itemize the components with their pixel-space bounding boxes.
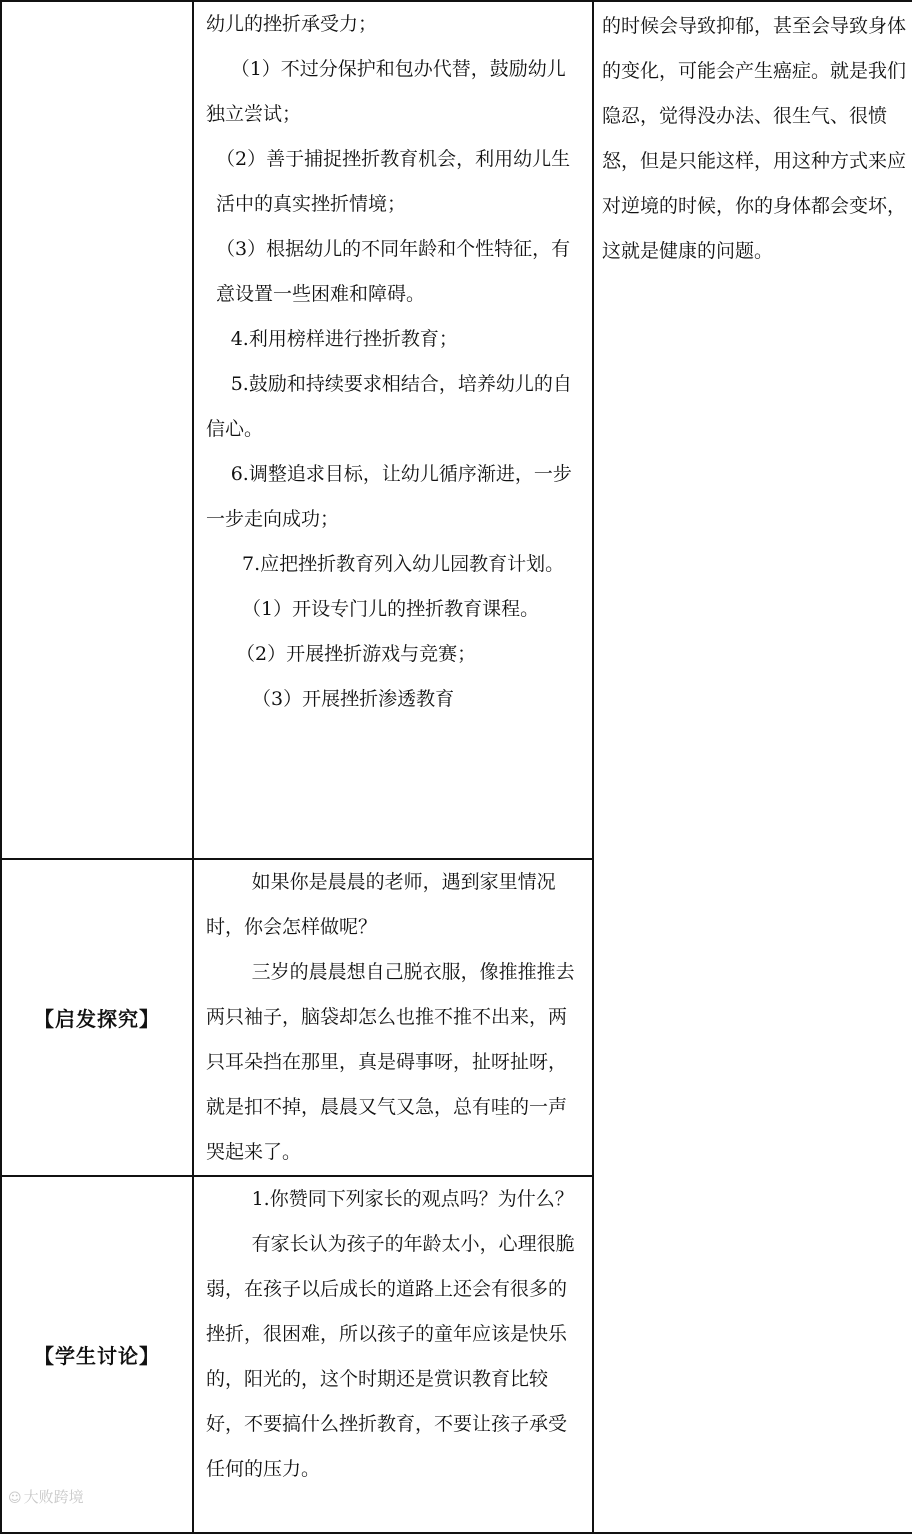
label-cell	[1, 859, 193, 1176]
watermark-logo-icon: ☺	[8, 1491, 22, 1506]
notes-cell	[593, 1, 912, 1533]
paragraph: 4.利用榜样进行挫折教育；	[230, 328, 458, 350]
paragraph: 有家长认为孩子的年龄太小，心理很脆弱，在孩子以后成长的道路上还会有很多的挫折，很困难，所以孩子的童年应该是快乐的，阳光的，这个时期还是赏识教育比较好，不要搞什么挫折教育，不要让孩子承受任何的压力。	[206, 1233, 575, 1480]
discussion-text	[194, 1177, 592, 1492]
paragraph: 三岁的晨晨想自己脱衣服，像推推推去两只袖子，脑袋却怎么也推不推不出来，两只耳朵挡在那里，真是碍事呀，扯呀扯呀，就是扣不掉，晨晨又气又急，总有哇的一声哭起来了。	[206, 961, 575, 1163]
paragraph: 6.调整追求目标，让幼儿循序渐进，一步一步走向成功；	[206, 463, 572, 530]
strategies-text	[194, 2, 592, 722]
label-cell-empty	[1, 1, 193, 859]
paragraph: 如果你是晨晨的老师，遇到家里情况时，你会怎样做呢？	[206, 871, 556, 938]
paragraph: 7.应把挫折教育列入幼儿园教育计划。（1）开设专门儿的挫折教育课程。	[242, 553, 565, 620]
paragraph: （3）开展挫折渗透教育	[252, 688, 455, 710]
content-cell-strategies	[193, 1, 593, 859]
notes-text: 的时候会导致抑郁，甚至会导致身体的变化，可能会产生癌症。就是我们隐忍，觉得没办法、很生气、很愤怒，但是只能这样，用这种方式来应对逆境的时候，你的身体都会变坏，这就是健康的问题。	[602, 15, 907, 262]
paragraph: 5.鼓励和持续要求相结合，培养幼儿的自信心。	[206, 373, 572, 440]
watermark	[8, 1486, 84, 1507]
paragraph: 1.你赞同下列家长的观点吗？为什么？	[251, 1188, 574, 1210]
row-label-discussion: 【学生讨论】	[34, 1344, 160, 1368]
paragraph: （3）根据幼儿的不同年龄和个性特征，有意设置一些困难和障碍。	[216, 238, 571, 305]
paragraph: 幼儿的挫折承受力；	[206, 13, 378, 35]
content-cell-inquiry	[193, 859, 593, 1176]
paragraph: （2）善于捕捉挫折教育机会，利用幼儿生活中的真实挫折情境；	[216, 148, 571, 215]
watermark-text: 大败跨境	[23, 1488, 84, 1506]
content-cell-discussion	[193, 1176, 593, 1533]
table-row	[1, 1, 912, 859]
paragraph: （2）开展挫折游戏与竞赛；	[236, 643, 477, 665]
row-label-inquiry: 【启发探究】	[34, 1007, 160, 1031]
inquiry-text	[194, 860, 592, 1175]
paragraph: （1）不过分保护和包办代替，鼓励幼儿独立尝试；	[206, 58, 566, 125]
label-cell	[1, 1176, 193, 1533]
